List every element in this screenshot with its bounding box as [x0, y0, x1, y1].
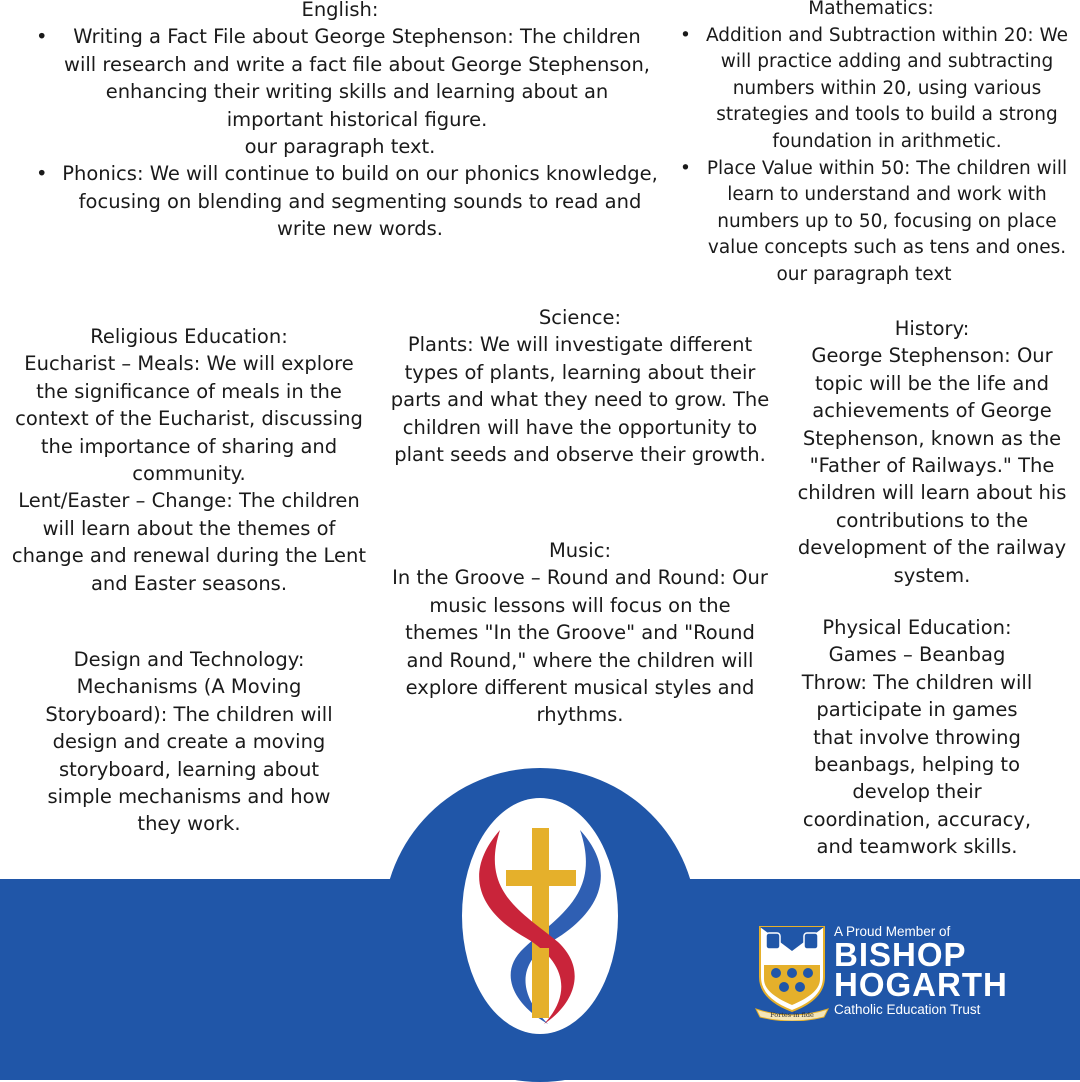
religious-education-lent: Lent/Easter – Change: The children will learn about the themes of change and renewal during the Lent and Easter seasons.	[11, 489, 367, 595]
trust-subtitle: Catholic Education Trust	[834, 1002, 981, 1017]
history-section	[786, 315, 1078, 589]
mathematics-extra-text: our paragraph text	[776, 263, 952, 285]
design-technology-text: Mechanisms (A Moving Storyboard): The children will design and create a moving storyboard, learning about simple mechanisms and how they work.	[45, 675, 333, 836]
cross-ribbon-icon	[462, 798, 618, 1034]
english-item-fact-file: • Writing a Fact File about George Stephenson: The children will research and write a fact file about George Stephenson, enhancing their writing skills and learning about an important historical figure.	[20, 23, 660, 133]
english-extra-text: our paragraph text.	[244, 135, 436, 159]
english-list	[20, 23, 660, 242]
trust-name-line1: BISHOP	[834, 936, 967, 973]
music-heading: Music:	[548, 539, 612, 562]
english-section	[20, 0, 660, 243]
design-technology-section	[16, 646, 362, 838]
mathematics-item-addition: • Addition and Subtraction within 20: We will practice adding and subtracting numbers within 20, using various strategies and tools to build a strong foundation in arithmetic.	[676, 23, 1080, 156]
science-text: Plants: We will investigate different types of plants, learning about their parts and what they need to grow. The children will have the opportunity to plant seeds and observe their growth.	[390, 333, 770, 467]
crest-motto: Fortes in fide	[770, 1011, 814, 1019]
science-heading: Science:	[538, 306, 622, 329]
music-section	[392, 537, 768, 729]
crest-icon	[754, 921, 830, 1021]
music-text: In the Groove – Round and Round: Our music lessons will focus on the themes "In the Groove" and "Round and Round," where the children will explore different musical styles and rhythms.	[392, 566, 768, 727]
physical-education-section	[780, 614, 1054, 861]
physical-education-text: Games – Beanbag Throw: The children will participate in games that involve throwing beanbags, helping to develop their coordination, accuracy, and teamwork skills.	[801, 643, 1033, 859]
bishop-hogarth-crest	[754, 921, 830, 1021]
mathematics-item-place-value: • Place Value within 50: The children will learn to understand and work with numbers up to 50, focusing on place value concepts such as tens and ones.	[676, 156, 1080, 262]
religious-education-heading: Religious Education:	[90, 325, 288, 348]
trust-branding	[834, 924, 1008, 1020]
english-item-phonics: • Phonics: We will continue to build on our phonics knowledge, focusing on blending and segmenting sounds to read and write new words.	[20, 160, 660, 242]
history-text: George Stephenson: Our topic will be the life and achievements of George Stephenson, known as the "Father of Railways." The children will learn about his contributions to the development of the railway system.	[797, 344, 1067, 587]
religious-education-section	[4, 323, 374, 597]
religious-education-eucharist: Eucharist – Meals: We will explore the significance of meals in the context of the Eucharist, discussing the importance of sharing and community.	[15, 352, 363, 486]
mathematics-section	[676, 0, 1080, 289]
school-logo	[462, 798, 618, 1034]
history-heading: History:	[894, 317, 970, 340]
trust-name-line2: HOGARTH	[834, 966, 1008, 1003]
science-section	[380, 304, 780, 468]
design-technology-heading: Design and Technology:	[73, 648, 305, 671]
mathematics-list	[676, 23, 1080, 262]
physical-education-heading: Physical Education:	[822, 616, 1012, 639]
english-heading: English:	[301, 0, 379, 21]
mathematics-heading: Mathematics:	[808, 0, 934, 19]
trust-tagline: A Proud Member of	[834, 924, 951, 939]
